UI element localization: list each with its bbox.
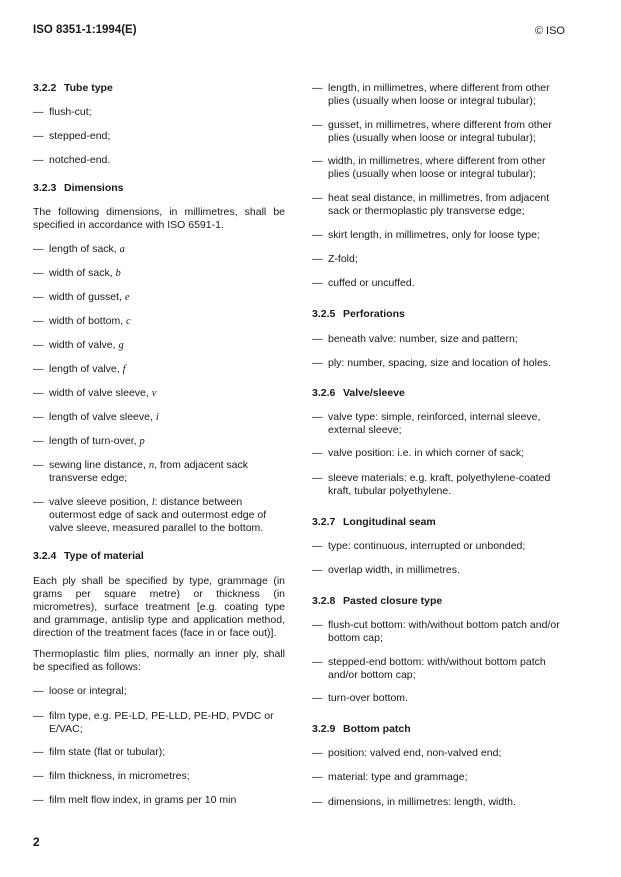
list-item: — stepped-end; [33,130,111,142]
list-item: — film thickness, in micrometres; [33,770,190,782]
list-item: — heat seal distance, in millimetres, from adjacent sack or thermoplastic ply transverse edge; [312,192,550,217]
list-item: — valve position: i.e. in which corner of sack; [312,447,525,459]
list-item: — flush-cut bottom: with/without bottom patch and/or bottom cap; [312,619,560,644]
list-item: — valve type: simple, reinforced, internal sleeve, external sleeve; [312,411,541,436]
page-number: 2 [33,835,40,849]
list-item: — type: continuous, interrupted or unbonded; [312,540,526,552]
section-heading-3-2-7: 3.2.7 Longitudinal seam [312,516,436,528]
list-item: — position: valved end, non-valved end; [312,747,502,759]
standard-header: ISO 8351-1:1994(E) [33,24,137,36]
list-item: — length of sack, a [33,243,125,255]
list-item: — loose or integral; [33,685,127,697]
list-item: — length of valve sleeve, i [33,411,159,423]
list-item: — film type, e.g. PE-LD, PE-LLD, PE-HD, PVDC or E/VAC; [33,710,274,735]
list-item: — width of bottom, c [33,315,131,327]
list-item: — material: type and grammage; [312,771,468,783]
list-item: — width of valve sleeve, v [33,387,157,399]
list-item: — ply: number, spacing, size and location of holes. [312,357,551,369]
list-item: — sewing line distance, n, from adjacent sack transverse edge; [33,459,249,484]
list-item: — width, in millimetres, where different from other plies (usually when loose or integral tubular); [312,155,546,180]
list-item: — cuffed or uncuffed. [312,277,415,289]
section-heading-3-2-9: 3.2.9 Bottom patch [312,723,411,735]
list-item: — dimensions, in millimetres: length, width. [312,796,516,808]
list-item: — length, in millimetres, where different from other plies (usually when loose or integral tubular); [312,82,550,107]
section-heading-3-2-4: 3.2.4 Type of material [33,550,144,562]
copyright-mark: © ISO [534,25,565,37]
list-item: — sleeve materials: e.g. kraft, polyethylene-coated kraft, tubular polyethylene. [312,472,551,497]
section-heading-3-2-2: 3.2.2 Tube type [33,82,113,94]
list-item: — turn-over bottom. [312,692,408,704]
section-heading-3-2-5: 3.2.5 Perforations [312,308,405,320]
list-item: — film melt flow index, in grams per 10 min [33,794,237,806]
list-item: — skirt length, in millimetres, only for loose type; [312,229,540,241]
list-item: — beneath valve: number, size and pattern; [312,333,518,345]
paragraph: Thermoplastic film plies, normally an inner ply, shall be specified as follows: [33,648,285,673]
paragraph: The following dimensions, in millimetres, shall be specified in accordance with ISO 6591-1. [33,206,285,231]
list-item: — stepped-end bottom: with/without bottom patch and/or bottom cap; [312,656,546,681]
list-item: — Z-fold; [312,253,358,265]
section-heading-3-2-3: 3.2.3 Dimensions [33,182,124,194]
list-item: — length of valve, f [33,363,126,375]
list-item: — film state (flat or tubular); [33,746,166,758]
list-item: — overlap width, in millimetres. [312,564,460,576]
list-item: — width of gusset, e [33,291,130,303]
section-heading-3-2-6: 3.2.6 Valve/sleeve [312,387,405,399]
list-item: — width of valve, g [33,339,124,351]
paragraph: Each ply shall be specified by type, grammage (in grams per square metre) or thickness (in micrometres), surface treatment [e.g. coating type and grammage, antislip type and application method, direction of the treatment faces (face in or face out)]. [33,575,285,639]
section-heading-3-2-8: 3.2.8 Pasted closure type [312,595,443,607]
list-item: — length of turn-over, p [33,435,145,447]
list-item: — gusset, in millimetres, where different from other plies (usually when loose or integral tubular); [312,119,552,144]
list-item: — flush-cut; [33,106,92,118]
list-item: — notched-end. [33,154,111,166]
list-item: — width of sack, b [33,267,121,279]
list-item: — valve sleeve position, l: distance between outermost edge of sack and outermost edge of valve sleeve, measured parallel to the bottom. [33,496,267,534]
